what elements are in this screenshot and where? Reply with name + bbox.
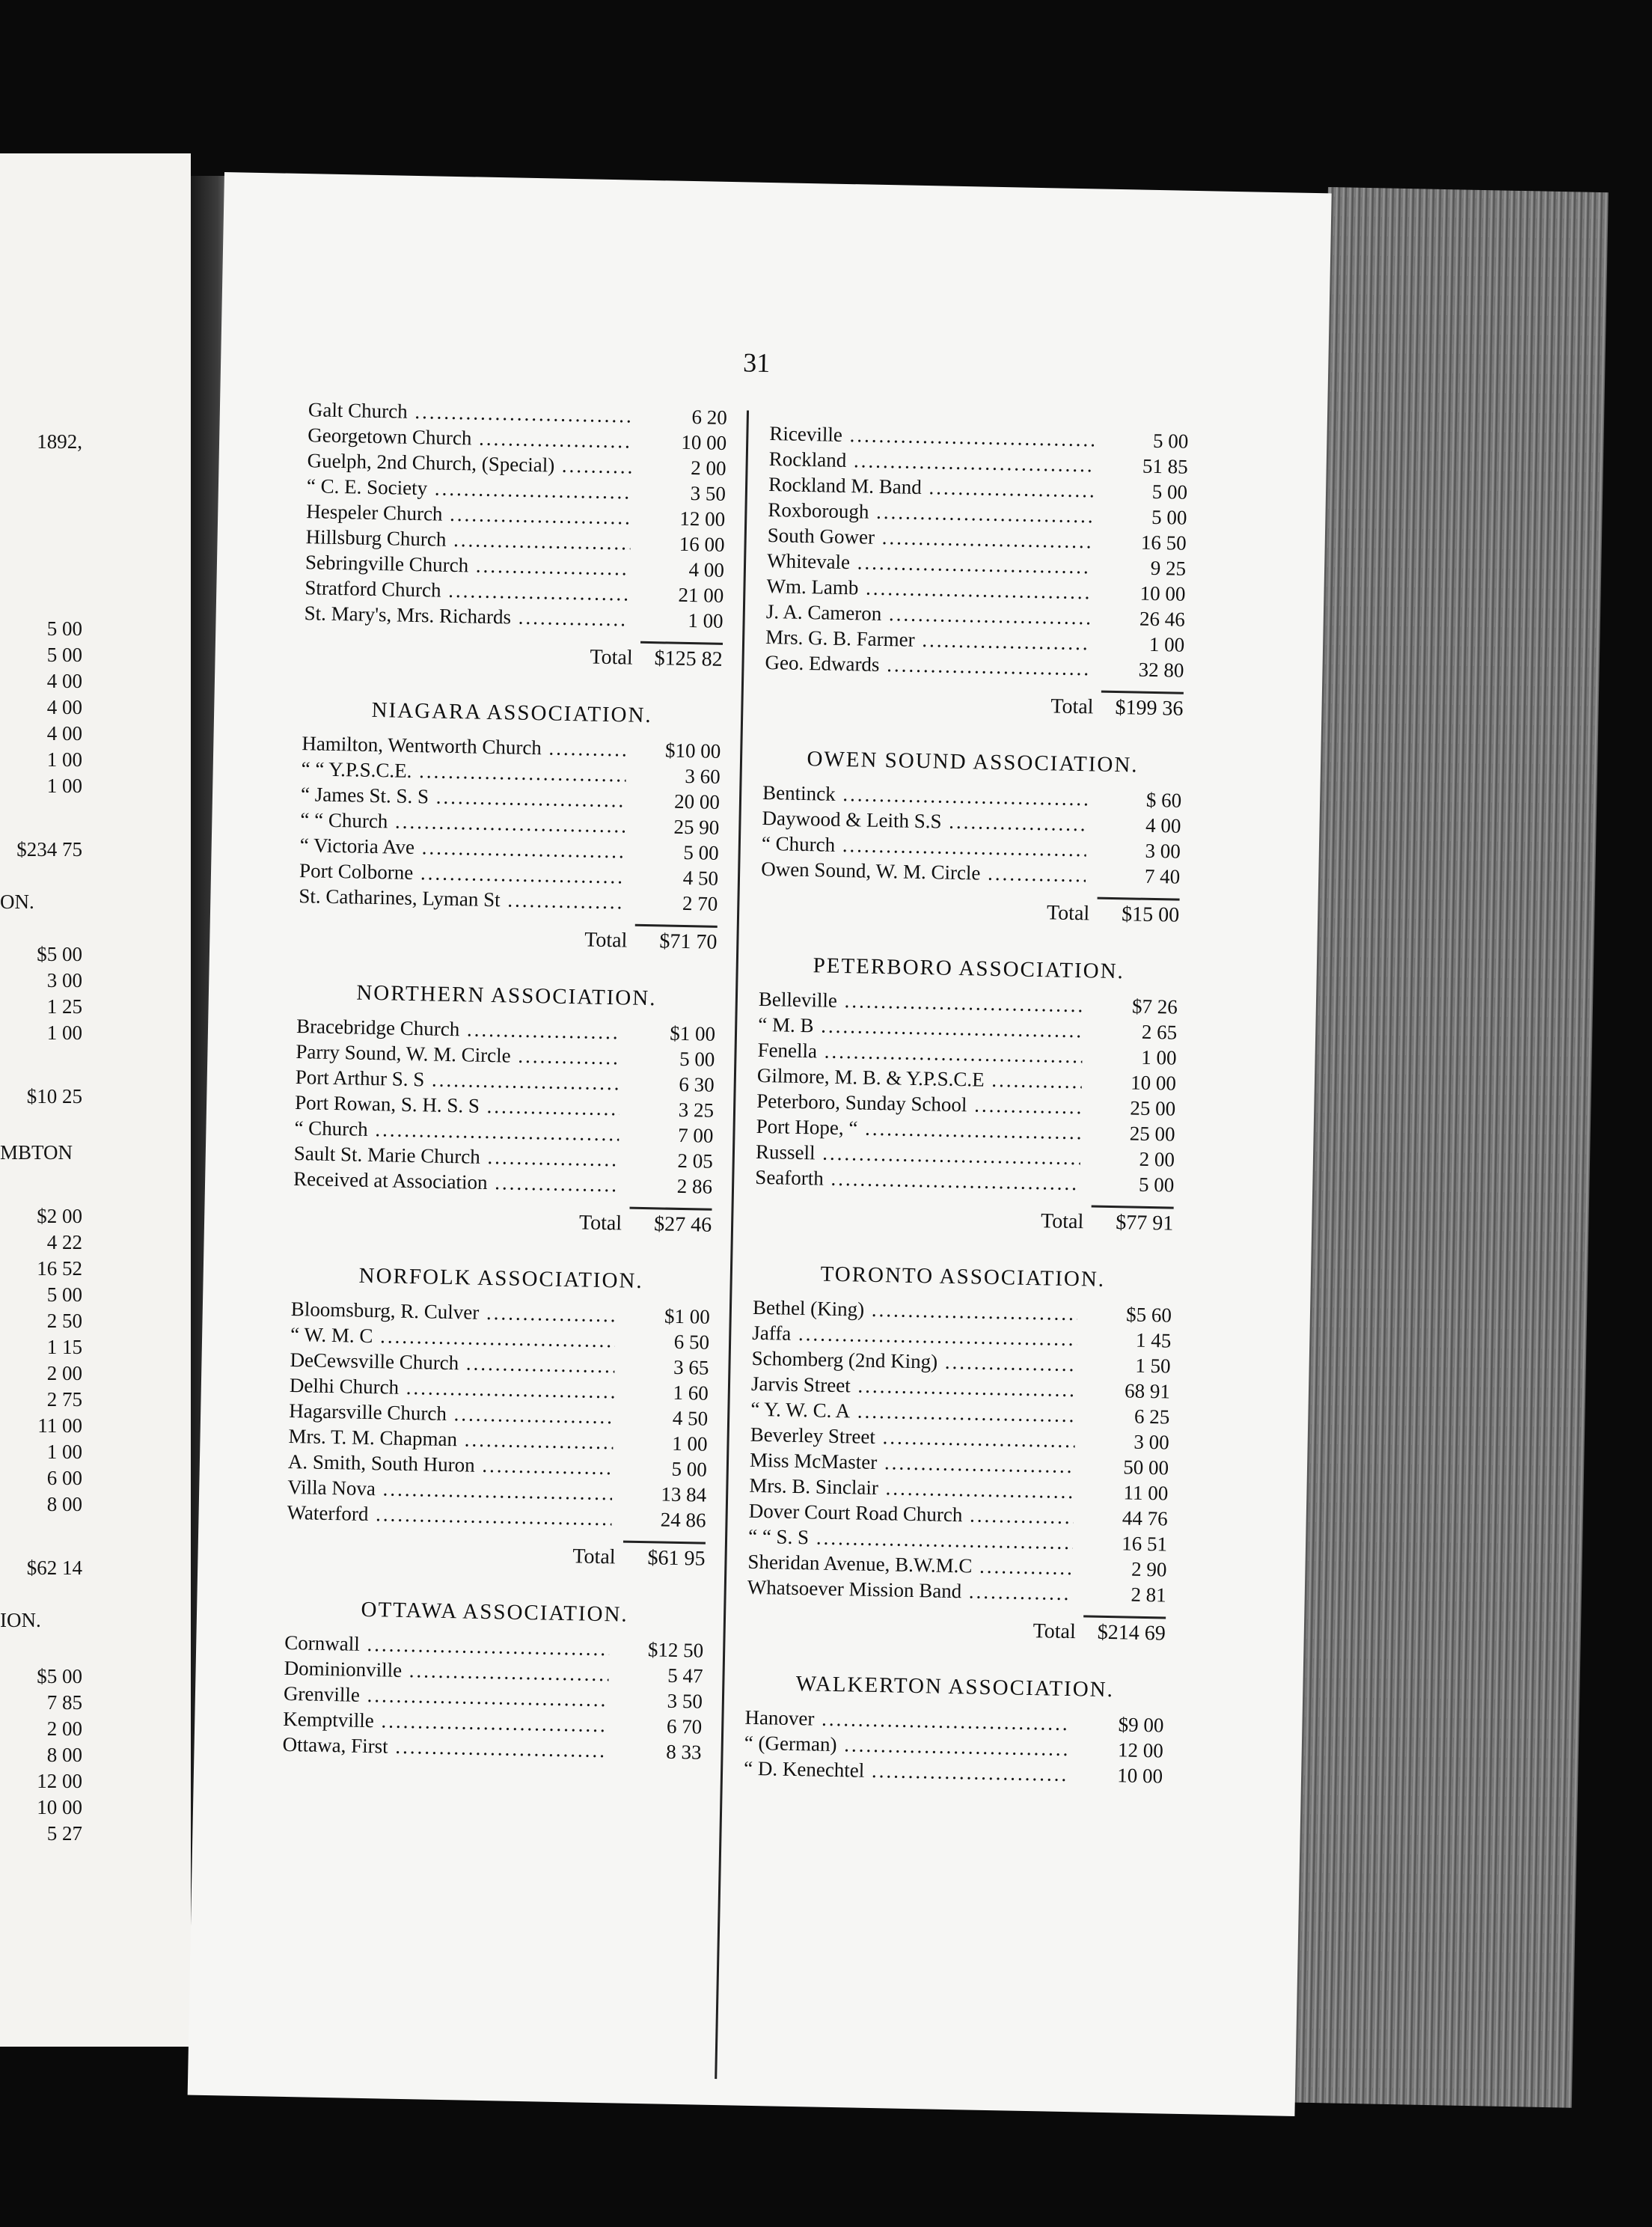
association-title: NORTHERN ASSOCIATION. — [356, 980, 657, 1011]
left-page-line: 5 00 — [46, 617, 82, 640]
left-page-line: 1 15 — [46, 1336, 82, 1358]
contribution-amount: 26 46 — [1139, 607, 1186, 631]
contribution-amount: 1 00 — [1140, 1045, 1177, 1069]
contribution-amount: 16 51 — [1122, 1532, 1168, 1556]
contribution-amount: 1 45 — [1135, 1328, 1172, 1352]
contribution-amount: 2 00 — [690, 456, 726, 480]
total-label: Total — [590, 645, 633, 670]
contribution-amount: 5 00 — [679, 1047, 715, 1071]
contributor-name: Roxborough ..... — [768, 498, 1093, 528]
contribution-amount: 10 00 — [1130, 1071, 1177, 1095]
contribution-amount: 9 25 — [1150, 556, 1187, 580]
contribution-amount: 5 00 — [1151, 480, 1188, 504]
total-row — [303, 640, 723, 678]
contribution-amount: 4 00 — [1145, 813, 1181, 837]
contribution-amount: 10 00 — [1117, 1764, 1163, 1788]
association-title: OTTAWA ASSOCIATION. — [361, 1597, 628, 1627]
contribution-amount: 10 00 — [1139, 581, 1186, 605]
contribution-amount: 6 25 — [1134, 1405, 1170, 1429]
left-page-line: 8 00 — [46, 1493, 82, 1515]
page-number: 31 — [742, 347, 771, 379]
contributor-name: “ Victoria Ave ..... — [299, 834, 625, 863]
left-page-line: MBTON — [0, 1141, 73, 1164]
total-row — [286, 1539, 706, 1577]
total-rule — [1083, 1615, 1166, 1619]
left-page-line: 4 00 — [46, 722, 82, 745]
association-section — [764, 422, 1189, 727]
contribution-amount: 13 84 — [661, 1482, 707, 1506]
association-section — [746, 1261, 1172, 1652]
contribution-amount: 3 60 — [685, 764, 721, 788]
contribution-amount: 16 50 — [1140, 531, 1187, 555]
left-page-line: $234 75 — [16, 838, 82, 861]
contributor-name: A. Smith, South Huron ..... — [288, 1450, 614, 1479]
contributor-name: Guelph, 2nd Church, (Special) ..... — [307, 449, 632, 478]
contribution-amount: $ 60 — [1145, 788, 1182, 812]
contribution-amount: 4 00 — [688, 558, 725, 581]
contribution-amount: 12 00 — [1117, 1738, 1164, 1762]
contributor-name: Bloomsburg, R. Culver ..... — [291, 1298, 617, 1327]
left-page-line: 1 00 — [46, 1441, 82, 1463]
contribution-amount: 51 85 — [1142, 454, 1188, 478]
contributor-name: Waterford ..... — [287, 1501, 612, 1530]
contribution-amount: 3 65 — [673, 1355, 709, 1379]
total-row — [298, 923, 718, 961]
contributor-name: “ C. E. Society ..... — [307, 474, 632, 504]
left-page-line: 11 00 — [37, 1414, 82, 1437]
contribution-amount: $7 26 — [1131, 995, 1178, 1018]
contribution-amount: 6 20 — [691, 406, 728, 429]
left-page-line: 1 00 — [46, 775, 82, 797]
contribution-amount: 5 00 — [671, 1457, 708, 1481]
contributor-name: “ James St. S. S ..... — [301, 783, 626, 812]
contributor-name: St. Catharines, Lyman St ..... — [299, 885, 624, 914]
contribution-amount: 5 00 — [683, 840, 719, 864]
left-page-line: 5 00 — [46, 1283, 82, 1306]
left-page-line: $10 25 — [26, 1085, 82, 1108]
contribution-amount: $1 00 — [664, 1304, 711, 1328]
contribution-amount: 3 00 — [1145, 839, 1181, 863]
contribution-amount: 5 47 — [667, 1664, 703, 1687]
contributor-name: Cornwall ..... — [284, 1631, 610, 1661]
left-column — [282, 398, 727, 1766]
contributor-name: Hamilton, Wentworth Church ..... — [302, 732, 627, 761]
contributor-name: “ Y. W. C. A ..... — [750, 1398, 1076, 1427]
contributor-name: Peterboro, Sunday School ..... — [756, 1090, 1082, 1119]
left-page-line: 5 00 — [46, 644, 82, 666]
left-page-line: 6 00 — [46, 1467, 82, 1489]
contributor-name: Bracebridge Church ..... — [296, 1015, 622, 1044]
contributor-name: St. Mary's, Mrs. Richards ..... — [304, 602, 629, 631]
left-page-line: 7 85 — [46, 1691, 82, 1714]
total-row — [754, 1204, 1174, 1242]
contribution-amount: 32 80 — [1138, 658, 1184, 682]
contribution-amount: 44 76 — [1122, 1506, 1168, 1530]
contribution-amount: 25 00 — [1129, 1122, 1175, 1146]
contributor-name: Riceville ..... — [769, 422, 1095, 451]
association-section — [760, 746, 1183, 934]
contributor-name: Daywood & Leith S.S ..... — [762, 807, 1087, 836]
total-label: Total — [1046, 901, 1090, 926]
total-row — [760, 896, 1180, 934]
contributor-name: Whitevale ..... — [767, 549, 1092, 578]
contributor-name: J. A. Cameron ..... — [766, 600, 1092, 629]
contributor-name: Galt Church ..... — [308, 398, 634, 427]
left-page-line: $62 14 — [26, 1557, 82, 1579]
contributor-name: Sault St. Marie Church ..... — [294, 1142, 620, 1171]
association-section — [303, 398, 727, 678]
contribution-amount: 12 00 — [679, 507, 726, 531]
total-label: Total — [578, 1211, 622, 1235]
contribution-amount: 68 91 — [1124, 1379, 1171, 1403]
contribution-amount: 25 90 — [673, 815, 720, 839]
contribution-amount: 2 65 — [1141, 1020, 1178, 1044]
left-page-line: 4 00 — [46, 696, 82, 718]
total-label: Total — [1040, 1209, 1084, 1234]
contributor-name: Georgetown Church ..... — [308, 424, 633, 453]
contribution-amount: 5 00 — [1138, 1173, 1175, 1197]
association-section — [293, 980, 716, 1244]
total-label: Total — [1032, 1619, 1077, 1644]
left-page-line: 12 00 — [37, 1770, 82, 1792]
left-page-line: ION. — [0, 1609, 41, 1631]
total-row — [764, 689, 1184, 727]
contributor-name: Owen Sound, W. M. Circle ..... — [761, 858, 1086, 887]
contributor-name: Bentinck ..... — [762, 781, 1088, 810]
total-rule — [1092, 1205, 1174, 1209]
page-edges — [1291, 187, 1609, 2108]
contributor-name: Delhi Church ..... — [290, 1374, 615, 1403]
contribution-amount: 5 00 — [1152, 429, 1189, 453]
contribution-amount: 1 00 — [1148, 632, 1185, 656]
total-row — [746, 1614, 1166, 1652]
contributor-name: Sebringville Church ..... — [305, 551, 631, 580]
contributor-name: Whatsoever Mission Band ..... — [747, 1576, 1073, 1605]
left-page-line: 1892, — [37, 430, 82, 453]
contributor-name: DeCewsville Church ..... — [290, 1348, 615, 1378]
contribution-amount: $12 50 — [647, 1638, 704, 1662]
association-section — [754, 953, 1178, 1242]
contribution-amount: 7 00 — [677, 1123, 714, 1147]
total-amount: $214 69 — [1097, 1620, 1166, 1646]
contribution-amount: 2 00 — [1139, 1147, 1175, 1171]
association-title: OWEN SOUND ASSOCIATION. — [807, 747, 1139, 778]
association-title: WALKERTON ASSOCIATION. — [795, 1672, 1115, 1702]
contribution-amount: 2 86 — [676, 1174, 713, 1198]
contribution-amount: 3 00 — [1134, 1430, 1169, 1454]
contribution-amount: 5 00 — [1151, 505, 1187, 529]
contributor-name: Ottawa, First ..... — [282, 1733, 608, 1762]
total-amount: $27 46 — [653, 1212, 712, 1237]
contribution-amount: 2 70 — [682, 891, 718, 915]
total-label: Total — [584, 928, 628, 953]
contribution-amount: 2 81 — [1131, 1583, 1167, 1607]
contribution-amount: $5 60 — [1125, 1303, 1172, 1327]
contributor-name: Dominionville ..... — [284, 1657, 609, 1686]
contributor-name: Geo. Edwards ..... — [765, 651, 1090, 680]
left-facing-page — [0, 153, 191, 2047]
contribution-amount: $10 00 — [664, 739, 721, 763]
contribution-amount: 7 40 — [1144, 864, 1181, 888]
contributor-name: Grenville ..... — [284, 1682, 609, 1711]
contributor-name: “ Church ..... — [294, 1116, 620, 1146]
total-label: Total — [572, 1545, 616, 1569]
contributor-name: South Gower ..... — [768, 524, 1093, 553]
total-row — [293, 1206, 712, 1244]
contribution-amount: 3 50 — [667, 1689, 703, 1713]
contribution-amount: 2 90 — [1131, 1557, 1167, 1581]
left-page-line: 1 25 — [46, 995, 82, 1018]
contribution-amount: 50 00 — [1122, 1455, 1169, 1479]
total-rule — [640, 641, 723, 645]
contribution-amount: 4 50 — [682, 866, 719, 890]
total-amount: $71 70 — [659, 929, 718, 954]
total-rule — [1098, 897, 1180, 901]
page — [188, 172, 1332, 2116]
contribution-amount: $9 00 — [1118, 1713, 1164, 1737]
contributor-name: Schomberg (2nd King) ..... — [751, 1347, 1077, 1376]
association-title: PETERBORO ASSOCIATION. — [813, 953, 1125, 984]
total-amount: $15 00 — [1121, 902, 1180, 927]
contributor-name: Jaffa ..... — [752, 1322, 1077, 1351]
contribution-amount: 16 00 — [679, 532, 725, 556]
contributor-name: Hagarsville Church ..... — [289, 1399, 614, 1429]
contributor-name: Kemptville ..... — [283, 1708, 608, 1737]
contributor-name: Mrs. G. B. Farmer ..... — [765, 626, 1091, 655]
association-title: NORFOLK ASSOCIATION. — [358, 1263, 643, 1294]
right-column — [744, 422, 1189, 1790]
contribution-amount: 10 00 — [681, 430, 727, 454]
contribution-amount: 4 50 — [672, 1406, 709, 1430]
contributor-name: “ “ S. S ..... — [748, 1525, 1074, 1554]
contributor-name: Beverley Street ..... — [750, 1423, 1075, 1452]
left-page-line: 2 00 — [46, 1362, 82, 1384]
contribution-amount: 6 50 — [673, 1330, 710, 1354]
contributor-name: “ (German) ..... — [744, 1732, 1070, 1761]
total-amount: $77 91 — [1115, 1211, 1174, 1235]
left-page-line: 10 00 — [37, 1796, 82, 1818]
contributor-name: Hanover ..... — [744, 1706, 1070, 1735]
association-section — [282, 1596, 704, 1767]
contribution-amount: 11 00 — [1123, 1481, 1169, 1505]
contribution-amount: 1 50 — [1135, 1354, 1171, 1378]
left-page-line: 1 00 — [46, 1021, 82, 1044]
contributor-name: “ D. Kenechtel ..... — [744, 1757, 1069, 1786]
contribution-amount: 24 86 — [660, 1508, 706, 1532]
contributor-name: Stratford Church ..... — [305, 576, 630, 605]
contribution-amount: 6 30 — [679, 1072, 715, 1096]
contribution-amount: 6 70 — [666, 1714, 703, 1738]
left-page-line: 4 22 — [46, 1231, 82, 1253]
left-page-line: $5 00 — [37, 943, 82, 965]
contributor-name: Bethel (King) ..... — [753, 1296, 1078, 1325]
association-section — [286, 1262, 711, 1577]
total-rule — [1101, 691, 1184, 694]
contributor-name: “ “ Church ..... — [300, 808, 625, 837]
contribution-amount: 3 25 — [678, 1098, 715, 1122]
contribution-amount: 1 60 — [673, 1381, 709, 1405]
left-page-line: $5 00 — [37, 1665, 82, 1687]
contributor-name: Rockland ..... — [768, 447, 1094, 477]
contributor-name: Port Rowan, S. H. S. S ..... — [295, 1091, 620, 1120]
left-page-line: $2 00 — [37, 1205, 82, 1227]
contributor-name: Fenella ..... — [757, 1039, 1083, 1068]
left-page-line: 2 75 — [46, 1388, 82, 1411]
total-amount: $125 82 — [654, 647, 723, 671]
left-page-line: 8 00 — [46, 1744, 82, 1766]
contributor-name: Port Arthur S. S ..... — [295, 1066, 620, 1095]
left-page-line: ON. — [0, 891, 34, 913]
contribution-amount: 25 00 — [1130, 1096, 1176, 1120]
contributor-name: Sheridan Avenue, B.W.M.C ..... — [747, 1551, 1073, 1580]
contributor-name: Port Hope, “ ..... — [756, 1115, 1081, 1144]
left-page-line: 3 00 — [46, 969, 82, 992]
contributor-name: “ Church ..... — [762, 832, 1087, 861]
contributor-name: Gilmore, M. B. & Y.P.S.C.E ..... — [757, 1064, 1083, 1093]
contributor-name: Wm. Lamb ..... — [766, 575, 1092, 604]
contribution-amount: 20 00 — [673, 789, 721, 813]
total-rule — [623, 1541, 706, 1545]
contribution-amount: $1 00 — [669, 1021, 716, 1045]
association-title: NIAGARA ASSOCIATION. — [371, 697, 653, 728]
left-page-line: 2 50 — [46, 1310, 82, 1332]
contributor-name: “ “ Y.P.S.C.E. ..... — [301, 757, 626, 786]
contribution-amount: 2 05 — [677, 1149, 714, 1173]
contributor-name: Rockland M. Band ..... — [768, 473, 1094, 502]
left-page-line: 4 00 — [46, 670, 82, 692]
contributor-name: Villa Nova ..... — [287, 1476, 613, 1505]
contributor-name: Hillsburg Church ..... — [305, 525, 631, 555]
contribution-amount: 3 50 — [690, 482, 726, 505]
contributor-name: Mrs. B. Sinclair ..... — [749, 1474, 1074, 1503]
left-page-line: 5 27 — [46, 1822, 82, 1845]
contributor-name: Miss McMaster ..... — [750, 1449, 1075, 1478]
total-rule — [629, 1207, 712, 1211]
contributor-name: Jarvis Street ..... — [751, 1372, 1077, 1402]
total-rule — [635, 924, 718, 928]
association-title: TORONTO ASSOCIATION. — [820, 1262, 1106, 1292]
total-amount: $199 36 — [1115, 695, 1184, 721]
contribution-amount: 21 00 — [678, 583, 724, 607]
contributor-name: Received at Association ..... — [293, 1167, 619, 1197]
total-amount: $61 95 — [647, 1546, 706, 1571]
association-section — [298, 697, 721, 961]
contributor-name: Port Colborne ..... — [299, 859, 625, 888]
contribution-amount: 1 00 — [671, 1432, 708, 1455]
contributor-name: Seaforth ..... — [755, 1166, 1080, 1195]
contribution-amount: 1 00 — [688, 609, 723, 632]
total-label: Total — [1050, 694, 1094, 719]
contributor-name: Dover Court Road Church ..... — [748, 1500, 1074, 1529]
left-page-line: 2 00 — [46, 1717, 82, 1740]
left-page-line: 16 52 — [37, 1257, 82, 1280]
contributor-name: “ W. M. C ..... — [290, 1323, 616, 1352]
contributor-name: Parry Sound, W. M. Circle ..... — [296, 1040, 621, 1069]
contributor-name: “ M. B ..... — [758, 1013, 1083, 1042]
contribution-amount: 8 33 — [666, 1740, 702, 1764]
contributor-name: Belleville ..... — [759, 988, 1084, 1017]
association-section — [744, 1671, 1165, 1791]
contributor-name: Hespeler Church ..... — [306, 500, 631, 529]
left-page-line: 1 00 — [46, 748, 82, 771]
contributor-name: Russell ..... — [756, 1140, 1081, 1170]
contributor-name: Mrs. T. M. Chapman ..... — [288, 1425, 614, 1454]
